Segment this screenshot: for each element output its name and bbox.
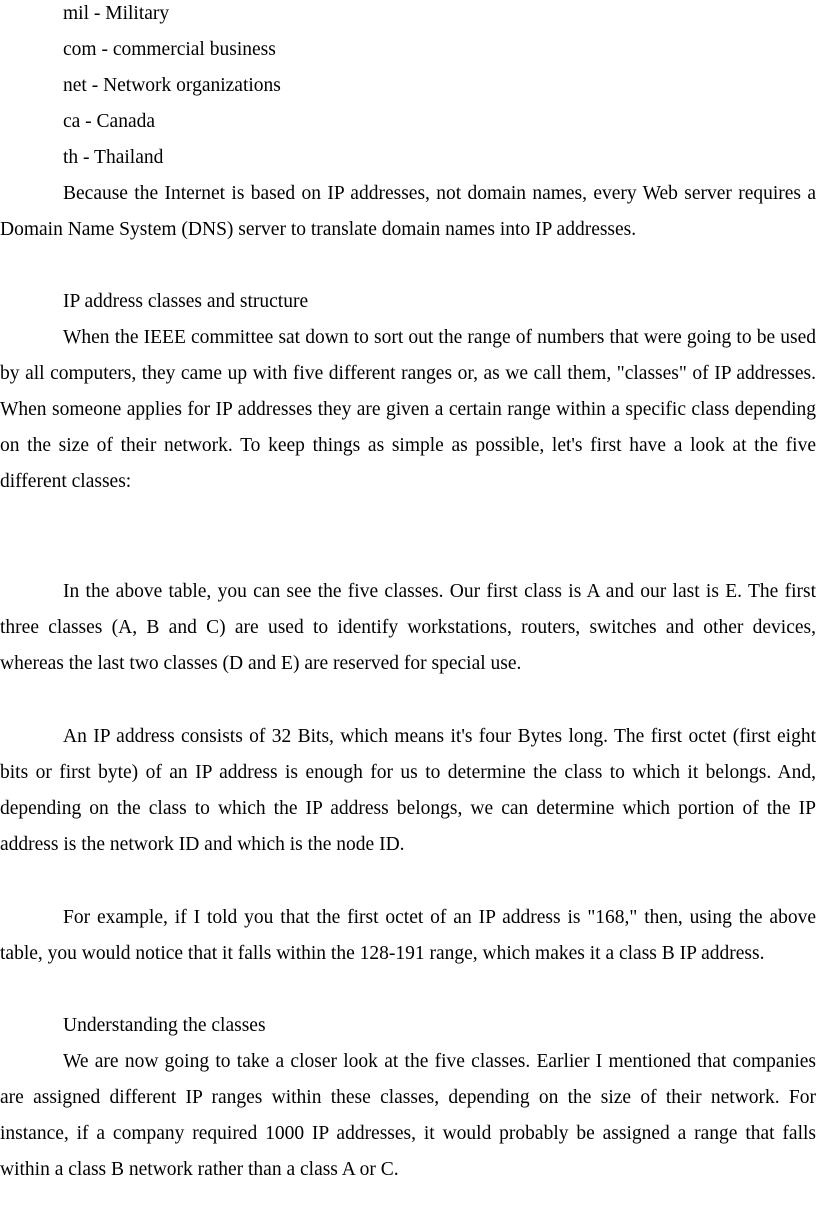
paragraph-ieee: When the IEEE committee sat down to sort out the range of numbers that were going to be used by all computers, they came up with five different ranges or, as we call them, "classes" of IP addresses. When someone applies for IP addresses they are given a certain range within a specific class depending on the size of their network. To keep things as simple as possible, let's first have a look at the five different classes: [0,327,816,492]
domain-item-th: th - Thailand [63,147,164,168]
heading-ip-classes: IP address classes and structure [63,291,309,312]
paragraph-above-table: In the above table, you can see the five classes. Our first class is A and our last is E. The first three classes (A, B and C) are used to identify workstations, routers, switches and other devices, whereas the last two classes (D and E) are reserved for special use. [0,581,816,674]
paragraph-closer-look: We are now going to take a closer look at the five classes. Earlier I mentioned that companies are assigned different IP ranges within these classes, depending on the size of their network. For instance, if a company required 1000 IP addresses, it would probably be assigned a range that falls within a class B network rather than a class A or C. [0,1051,816,1180]
paragraph-example: For example, if I told you that the first octet of an IP address is "168," then, using the above table, you would notice that it falls within the 128-191 range, which makes it a class B IP address. [0,907,816,964]
domain-item-com: com - commercial business [63,39,276,60]
domain-item-mil: mil - Military [63,3,170,24]
domain-item-ca: ca - Canada [63,111,156,132]
heading-understanding-classes: Understanding the classes [63,1015,266,1036]
paragraph-bits: An IP address consists of 32 Bits, which means it's four Bytes long. The first octet (first eight bits or first byte) of an IP address is enough for us to determine the class to which it belongs. And, depending on the class to which the IP address belongs, we can determine which portion of the IP address is the network ID and which is the node ID. [0,726,816,855]
domain-item-net: net - Network organizations [63,75,281,96]
paragraph-dns: Because the Internet is based on IP addresses, not domain names, every Web server requires a Domain Name System (DNS) server to translate domain names into IP addresses. [0,183,816,240]
